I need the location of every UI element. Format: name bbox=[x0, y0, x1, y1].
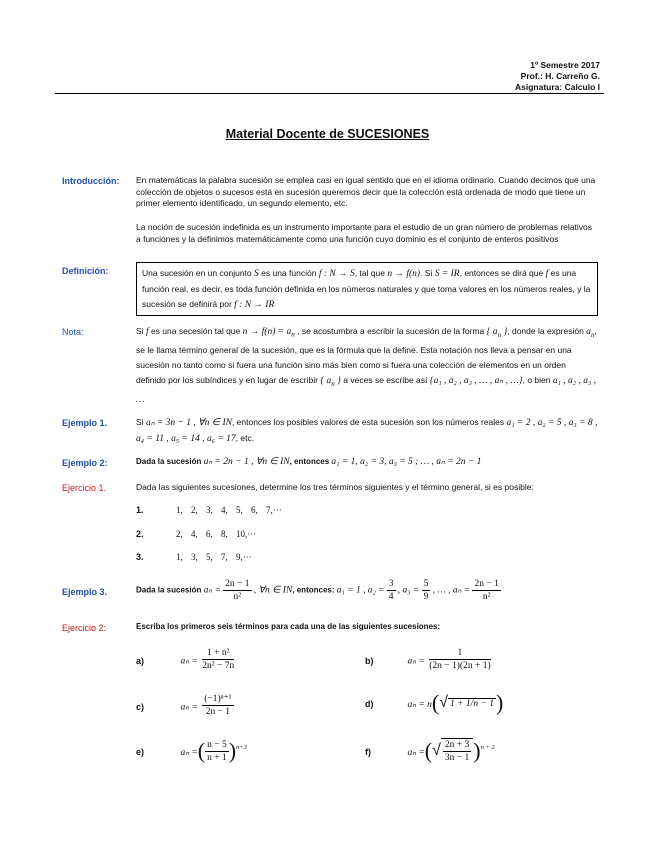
exercise-2-item-b bbox=[365, 647, 491, 672]
note-text-3: , se acostumbra a escribir la sucesión de la forma bbox=[297, 326, 485, 336]
page-title: Material Docente de SUCESIONES bbox=[225, 127, 430, 141]
example-2-math-values: a₁ = 1, a₂ = 3, a₃ = 5 ; … , aₙ = 2n − 1 bbox=[331, 457, 482, 467]
exercise-1-label: Ejercicio 1. bbox=[62, 483, 107, 493]
example-2-label: Ejemplo 2: bbox=[62, 458, 108, 468]
note-math-f: f bbox=[145, 327, 149, 337]
item-fraction: $\frac{\text{(−1)ⁿ⁺¹}}{2n - 1}$ bbox=[204, 694, 232, 717]
intro-label: Introducción: bbox=[62, 176, 120, 186]
note-math-map: n → f(n) = a bbox=[242, 327, 292, 337]
exercise-1-row-values: 1, 3, 5, 7, 9,··· bbox=[176, 552, 252, 562]
exercise-1-text: Dada las siguientes sucesiones, determine los tres términos siguientes y el término general, si es posible: bbox=[136, 482, 534, 492]
exercise-1-row-values: 1, 2, 3, 4, 5, 6, 7,··· bbox=[176, 505, 282, 515]
example-3-math-an: aₙ = bbox=[203, 585, 221, 596]
definition-math-map: n → f(n) bbox=[387, 269, 421, 279]
left-paren-icon: ( bbox=[197, 738, 206, 763]
note-math-an: $a_n$ bbox=[586, 327, 595, 339]
item-lhs: aₙ = bbox=[180, 656, 198, 667]
example-3-text-1: Dada la sucesión bbox=[136, 585, 202, 595]
item-letter: a) bbox=[136, 655, 145, 666]
item-expression: 1 + 1/n − 1 bbox=[450, 698, 494, 709]
item-lhs: aₙ = n bbox=[407, 700, 432, 711]
left-paren-icon: ( bbox=[424, 738, 433, 763]
definition-text-3: , tal que bbox=[354, 268, 385, 278]
exercise-2-item-a bbox=[136, 647, 234, 672]
example-2-text-2: , entonces bbox=[289, 457, 330, 466]
note-math-seq-2: { $a_n$ } bbox=[320, 375, 341, 388]
item-letter: d) bbox=[365, 699, 374, 710]
exercise-2-label: Ejercicio 2: bbox=[62, 623, 107, 633]
example-3-text bbox=[136, 578, 501, 603]
item-fraction: $\frac{2n + 3}{3n - 1}$ bbox=[444, 740, 470, 763]
note-paragraph: Si f es una secesión tal que $n \to f(n) = a_n$ , se acostumbra a escribir la sucesión de la forma { $a_n$ }, donde la expresión $a_n$, se le llama término general de la sucesión, que es la fórmula que la define. Esta notación nos lleva a pensar en una sucesión no tanto como si fuera una función sino más bien como si fuera una colección de elementos en un orden definido por los subíndices y en lugar de escribir { $a_n$ } a veces se escribe así {a₁ , a₂ , a₃ , … , aₙ , …}, o bien a₁ , a₂ , a₃ , … bbox=[136, 326, 597, 405]
definition-text-1: Una sucesión en un conjunto bbox=[142, 268, 252, 278]
exercise-2-item-c bbox=[136, 693, 234, 718]
example-1-math-values: a₂ = 5 , a₃ = 8 , a₄ = 11 , a₅ = 14 , a₆ = 17 bbox=[136, 418, 598, 444]
definition-math-f: f bbox=[545, 269, 549, 279]
example-1-text-2: , entonces los posibles valores de esta sucesión son los números reales bbox=[231, 417, 505, 427]
item-lhs: aₙ = bbox=[407, 748, 425, 759]
definition-text-6: es una función real, es decir, es toda función definida en los números naturales y que toma valores en los números reales, y la sucesión se definirá por bbox=[142, 268, 591, 309]
item-sqrt bbox=[441, 738, 473, 764]
note-text-6: a veces se escribe así bbox=[343, 374, 428, 385]
item-fraction: $\frac{\text{1 + n²}}{\text{2n² − 7n}}$ bbox=[202, 648, 235, 671]
example-3-math-a2: a₂ = bbox=[367, 585, 385, 596]
example-1-label: Ejemplo 1. bbox=[62, 418, 108, 428]
note-text-2: es una secesión tal que bbox=[150, 326, 241, 336]
right-paren-icon: ) bbox=[495, 690, 504, 715]
right-paren-icon: ) bbox=[473, 738, 481, 763]
definition-box bbox=[136, 262, 598, 316]
definition-math-S: S bbox=[254, 269, 259, 279]
item-lhs: aₙ = bbox=[180, 748, 198, 759]
item-letter: b) bbox=[365, 655, 374, 666]
item-letter: c) bbox=[136, 701, 145, 712]
header-rule bbox=[55, 93, 604, 94]
exercise-1-row bbox=[136, 505, 282, 515]
example-3-fraction-a2: $\frac{3}{4}$ bbox=[388, 579, 394, 602]
exercise-2-item-f: f) aₙ =(√ $\frac{2n + 3}{3n - 1}$ )$^{n + 2}$ bbox=[365, 738, 495, 763]
exercise-2-text: Escriba los primeros seis términos para cada una de las siguientes sucesiones: bbox=[136, 622, 441, 631]
header-professor: Prof.: H. Carreño G. bbox=[520, 71, 600, 81]
header-semester: 1º Semestre 2017 bbox=[530, 60, 600, 70]
example-3-fraction-general: $\frac{2n - 1}{\text{n²}}$ bbox=[474, 579, 499, 602]
exercise-2-item-e bbox=[136, 738, 247, 764]
exercise-1-row-values: 2, 4, 6, 8, 10,··· bbox=[176, 529, 257, 539]
note-label: Nota: bbox=[62, 327, 84, 337]
example-3-math-a3: , a₃ = bbox=[397, 585, 420, 596]
right-paren-icon: ) bbox=[228, 738, 237, 763]
note-text-5: , se le llama término general de la sucesión, que es la fórmula que la define. Esta notación nos lleva a pensar en una sucesión no tanto como si fuera una función sino más bien como si fuera una colección de elementos en un orden definido por los subíndices y en lugar de escribir bbox=[136, 326, 597, 385]
exercise-1-row-number: 2. bbox=[136, 529, 144, 539]
example-3-math-condition: , ∀n ∈ IN bbox=[253, 585, 293, 596]
example-3-fraction-a3: $\frac{5}{9}$ bbox=[423, 579, 429, 602]
example-3-label: Ejemplo 3. bbox=[62, 587, 108, 597]
item-letter: e) bbox=[136, 747, 145, 758]
definition-math-function: f : N → S bbox=[318, 269, 355, 279]
item-letter: f) bbox=[365, 747, 371, 758]
example-2-math-def: aₙ = 2n − 1 , ∀n ∈ IN bbox=[203, 457, 290, 467]
intro-paragraph-1: En matemáticas la palabra sucesión se emplea casi en igual sentido que en el idioma ordinario. Cuando decimos que una colección de objetos o sucesos está en sucesión queremos decir que la colección está ordenada de modo que tiene un primer elemento identificado, un segundo elemento, etc. bbox=[136, 175, 596, 208]
item-lhs: aₙ = bbox=[180, 702, 198, 713]
exercise-1-row bbox=[136, 529, 256, 539]
example-1-math-a1: a₁ = 2 , bbox=[506, 418, 536, 428]
note-math-list: {a₁ , a₂ , a₃ , … , aₙ , …} bbox=[429, 375, 523, 386]
example-1-text bbox=[136, 415, 598, 447]
item-exponent: n+3 bbox=[236, 743, 247, 751]
definition-math-real-function: f : N → IR bbox=[234, 300, 275, 310]
item-exponent: n + 2 bbox=[480, 743, 495, 751]
definition-text-2: es una función bbox=[261, 268, 317, 278]
item-lhs: aₙ = bbox=[407, 656, 425, 667]
example-2-text bbox=[136, 456, 481, 467]
example-1-text-1: Si bbox=[136, 417, 144, 427]
note-text-4: , donde la expresión bbox=[507, 326, 584, 336]
item-fraction: $\frac{n - 5}{n + 1}$ bbox=[207, 739, 227, 763]
exercise-1-row-number: 1. bbox=[136, 505, 144, 515]
note-text-7: , o bien bbox=[522, 374, 551, 385]
note-math-list-2: a₁ , a₂ , a₃ , … bbox=[136, 375, 597, 405]
example-1-math-def: aₙ = 3n − 1 , ∀n ∈ IN bbox=[145, 418, 232, 428]
definition-label: Definición: bbox=[62, 266, 109, 276]
example-3-math-a1: a₁ = 1 , bbox=[336, 585, 366, 596]
exercise-1-row bbox=[136, 552, 252, 562]
intro-paragraph-2: La noción de sucesión indefinida es un instrumento importante para el estudio de un gran número de problemas relativos a funciones y la definimos matemáticamente como una función cuyo dominio es el conjunto de enteros positivos bbox=[136, 222, 592, 244]
example-3-math-general: , … , aₙ = bbox=[432, 585, 471, 596]
definition-text-5: , entonces se dirá que bbox=[459, 268, 544, 278]
example-3-text-2: , entonces: bbox=[292, 585, 335, 595]
left-paren-icon: ( bbox=[431, 690, 440, 715]
exercise-2-item-d: d) aₙ = n(√ 1 + 1/n − 1) bbox=[365, 690, 504, 715]
exercise-1-row-number: 3. bbox=[136, 552, 144, 562]
example-1-text-3: , etc. bbox=[235, 433, 255, 443]
example-3-fraction: $\frac{2n - 1}{\text{n²}}$ bbox=[225, 579, 250, 602]
example-2-text-1: Dada la sucesión bbox=[136, 457, 202, 466]
note-math-seq: { $a_n$ } bbox=[486, 327, 508, 339]
header-subject: Asignatura: Calculo I bbox=[514, 82, 600, 92]
note-text-1: Si bbox=[136, 326, 144, 336]
item-fraction: $\frac{1}{(2n - 1)(2n + 1)}$ bbox=[429, 648, 491, 671]
definition-text-4: . Si bbox=[420, 268, 433, 278]
definition-math-SIR: S = IR bbox=[434, 269, 460, 279]
